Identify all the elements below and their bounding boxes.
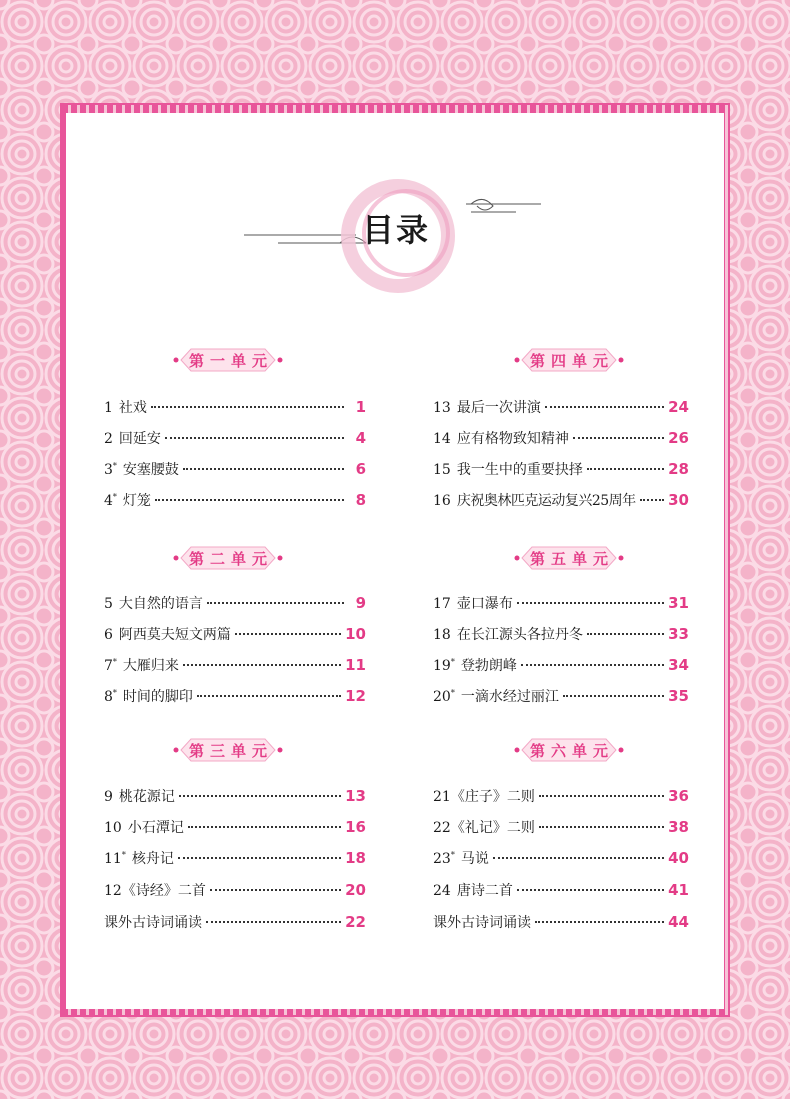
entry-title: 登勃朗峰 bbox=[460, 658, 517, 674]
entry-title: 社戏 bbox=[118, 400, 147, 416]
entry-page: 18 bbox=[345, 849, 366, 867]
entry-page: 34 bbox=[668, 656, 689, 674]
dot-leader bbox=[587, 468, 664, 470]
entry-title: 回延安 bbox=[118, 431, 161, 447]
entry-page: 22 bbox=[345, 913, 366, 931]
entry-number: 17 bbox=[433, 596, 451, 612]
entry-title: 唐诗二首 bbox=[456, 883, 513, 899]
toc-entry[interactable] bbox=[433, 593, 689, 613]
entry-title: 大自然的语言 bbox=[118, 596, 203, 612]
entry-number: 15 bbox=[433, 462, 451, 478]
entry-page: 41 bbox=[668, 881, 689, 899]
unit-badge bbox=[173, 347, 283, 373]
toc-entry[interactable] bbox=[433, 655, 689, 675]
dot-leader bbox=[545, 406, 664, 408]
entry-page: 12 bbox=[345, 687, 366, 705]
toc-entry[interactable] bbox=[433, 428, 689, 448]
entry-number: 24 bbox=[433, 883, 451, 899]
entry-number: 22 bbox=[433, 820, 451, 836]
toc-entry[interactable] bbox=[433, 786, 689, 806]
unit-badge bbox=[514, 347, 624, 373]
entry-page: 33 bbox=[668, 625, 689, 643]
toc-entry[interactable] bbox=[104, 912, 366, 932]
entry-page: 38 bbox=[668, 818, 689, 836]
toc-entry[interactable] bbox=[104, 655, 366, 675]
entry-number: 23* bbox=[433, 850, 455, 867]
toc-entry[interactable] bbox=[433, 490, 689, 510]
toc-entry[interactable] bbox=[104, 593, 366, 613]
toc-entry[interactable] bbox=[433, 880, 689, 900]
unit-title: 第四单元 bbox=[529, 351, 614, 370]
entry-number: 1 bbox=[104, 400, 113, 416]
dot-leader bbox=[573, 437, 664, 439]
entry-title: 课外古诗词诵读 bbox=[433, 915, 531, 931]
toc-entry[interactable] bbox=[104, 397, 366, 417]
toc-entry[interactable] bbox=[104, 490, 366, 510]
dot-leader bbox=[493, 857, 664, 859]
dot-leader bbox=[539, 795, 664, 797]
entry-page: 30 bbox=[668, 491, 689, 509]
toc-entry[interactable] bbox=[433, 686, 689, 706]
entry-page: 13 bbox=[345, 787, 366, 805]
unit-title: 第六单元 bbox=[529, 741, 614, 760]
entry-number: 21 bbox=[433, 789, 451, 805]
entry-page: 24 bbox=[668, 398, 689, 416]
dot-leader bbox=[587, 633, 664, 635]
dot-leader bbox=[151, 406, 344, 408]
entry-number: 13 bbox=[433, 400, 451, 416]
page-title: 目录 bbox=[361, 211, 430, 249]
dot-leader bbox=[183, 468, 344, 470]
dot-leader bbox=[207, 602, 344, 604]
toc-entry[interactable] bbox=[433, 848, 689, 868]
dot-leader bbox=[165, 437, 344, 439]
entry-number: 8* bbox=[104, 688, 117, 705]
entry-page: 11 bbox=[345, 656, 366, 674]
title-area bbox=[66, 113, 724, 313]
entry-number: 12 bbox=[104, 883, 122, 899]
entry-title: 《礼记》二则 bbox=[450, 820, 535, 836]
entry-page: 31 bbox=[668, 594, 689, 612]
unit-badge bbox=[173, 737, 283, 763]
dot-leader bbox=[197, 695, 341, 697]
toc-entry[interactable] bbox=[104, 428, 366, 448]
entry-title: 大雁归来 bbox=[122, 658, 179, 674]
entry-page: 10 bbox=[345, 625, 366, 643]
dot-leader bbox=[210, 889, 341, 891]
entry-page: 28 bbox=[668, 460, 689, 478]
entry-title: 《诗经》二首 bbox=[121, 883, 206, 899]
entry-title: 阿西莫夫短文两篇 bbox=[118, 627, 231, 643]
entry-page: 6 bbox=[355, 460, 366, 478]
dot-leader bbox=[517, 602, 664, 604]
toc-entry[interactable] bbox=[433, 624, 689, 644]
entry-page: 1 bbox=[355, 398, 366, 416]
entry-title: 壶口瀑布 bbox=[456, 596, 513, 612]
entry-number: 20* bbox=[433, 688, 455, 705]
entry-title: 最后一次讲演 bbox=[456, 400, 541, 416]
entry-page: 44 bbox=[668, 913, 689, 931]
dot-leader bbox=[517, 889, 664, 891]
entry-page: 9 bbox=[355, 594, 366, 612]
dot-leader bbox=[178, 857, 341, 859]
dot-leader bbox=[179, 795, 341, 797]
unit-badge bbox=[514, 737, 624, 763]
dot-leader bbox=[235, 633, 341, 635]
toc-entry[interactable] bbox=[104, 624, 366, 644]
entry-number: 3* bbox=[104, 461, 117, 478]
entry-number: 14 bbox=[433, 431, 451, 447]
entry-page: 8 bbox=[355, 491, 366, 509]
entry-page: 40 bbox=[668, 849, 689, 867]
unit-title: 第五单元 bbox=[529, 549, 614, 568]
entry-number: 7* bbox=[104, 657, 117, 674]
toc-entry[interactable] bbox=[104, 786, 366, 806]
dot-leader bbox=[640, 499, 664, 501]
dot-leader bbox=[188, 826, 341, 828]
entry-number: 16 bbox=[433, 493, 451, 509]
entry-number: 6 bbox=[104, 627, 113, 643]
dot-leader bbox=[563, 695, 664, 697]
toc-entry[interactable] bbox=[104, 880, 366, 900]
entry-number: 5 bbox=[104, 596, 113, 612]
entry-title: 在长江源头各拉丹冬 bbox=[456, 627, 583, 643]
dot-leader bbox=[539, 826, 664, 828]
toc-entry[interactable] bbox=[433, 817, 689, 837]
entry-title: 我一生中的重要抉择 bbox=[456, 462, 583, 478]
dot-leader bbox=[206, 921, 341, 923]
toc-entry[interactable] bbox=[104, 817, 366, 837]
entry-number: 10 bbox=[104, 820, 122, 836]
entry-number: 4* bbox=[104, 492, 117, 509]
dot-leader bbox=[183, 664, 341, 666]
entry-title: 庆祝奥林匹克运动复兴25周年 bbox=[456, 493, 636, 509]
entry-title: 《庄子》二则 bbox=[450, 789, 535, 805]
toc-entry[interactable] bbox=[433, 397, 689, 417]
toc-entry[interactable] bbox=[433, 912, 689, 932]
unit-badge bbox=[514, 545, 624, 571]
toc-entry[interactable] bbox=[104, 686, 366, 706]
unit-title: 第一单元 bbox=[188, 351, 273, 370]
unit-badge bbox=[173, 545, 283, 571]
entry-number: 11* bbox=[104, 850, 126, 867]
entry-title: 时间的脚印 bbox=[122, 689, 193, 705]
entry-title: 灯笼 bbox=[122, 493, 151, 509]
unit-title: 第二单元 bbox=[188, 549, 273, 568]
entry-title: 应有格物致知精神 bbox=[456, 431, 569, 447]
entry-page: 26 bbox=[668, 429, 689, 447]
entry-title: 核舟记 bbox=[131, 851, 174, 867]
toc-entry[interactable] bbox=[104, 848, 366, 868]
dot-leader bbox=[521, 664, 664, 666]
toc-entry[interactable] bbox=[433, 459, 689, 479]
entry-number: 19* bbox=[433, 657, 455, 674]
toc-page bbox=[66, 113, 724, 1009]
toc-entry[interactable] bbox=[104, 459, 366, 479]
entry-title: 安塞腰鼓 bbox=[122, 462, 179, 478]
entry-title: 桃花源记 bbox=[118, 789, 175, 805]
entry-page: 20 bbox=[345, 881, 366, 899]
entry-page: 16 bbox=[345, 818, 366, 836]
entry-title: 小石潭记 bbox=[127, 820, 184, 836]
entry-page: 35 bbox=[668, 687, 689, 705]
unit-title: 第三单元 bbox=[188, 741, 273, 760]
entry-number: 9 bbox=[104, 789, 113, 805]
dot-leader bbox=[155, 499, 344, 501]
entry-title: 马说 bbox=[460, 851, 489, 867]
entry-page: 36 bbox=[668, 787, 689, 805]
entry-number: 18 bbox=[433, 627, 451, 643]
entry-title: 一滴水经过丽江 bbox=[460, 689, 559, 705]
entry-page: 4 bbox=[355, 429, 366, 447]
entry-number: 2 bbox=[104, 431, 113, 447]
dot-leader bbox=[535, 921, 664, 923]
entry-title: 课外古诗词诵读 bbox=[104, 915, 202, 931]
